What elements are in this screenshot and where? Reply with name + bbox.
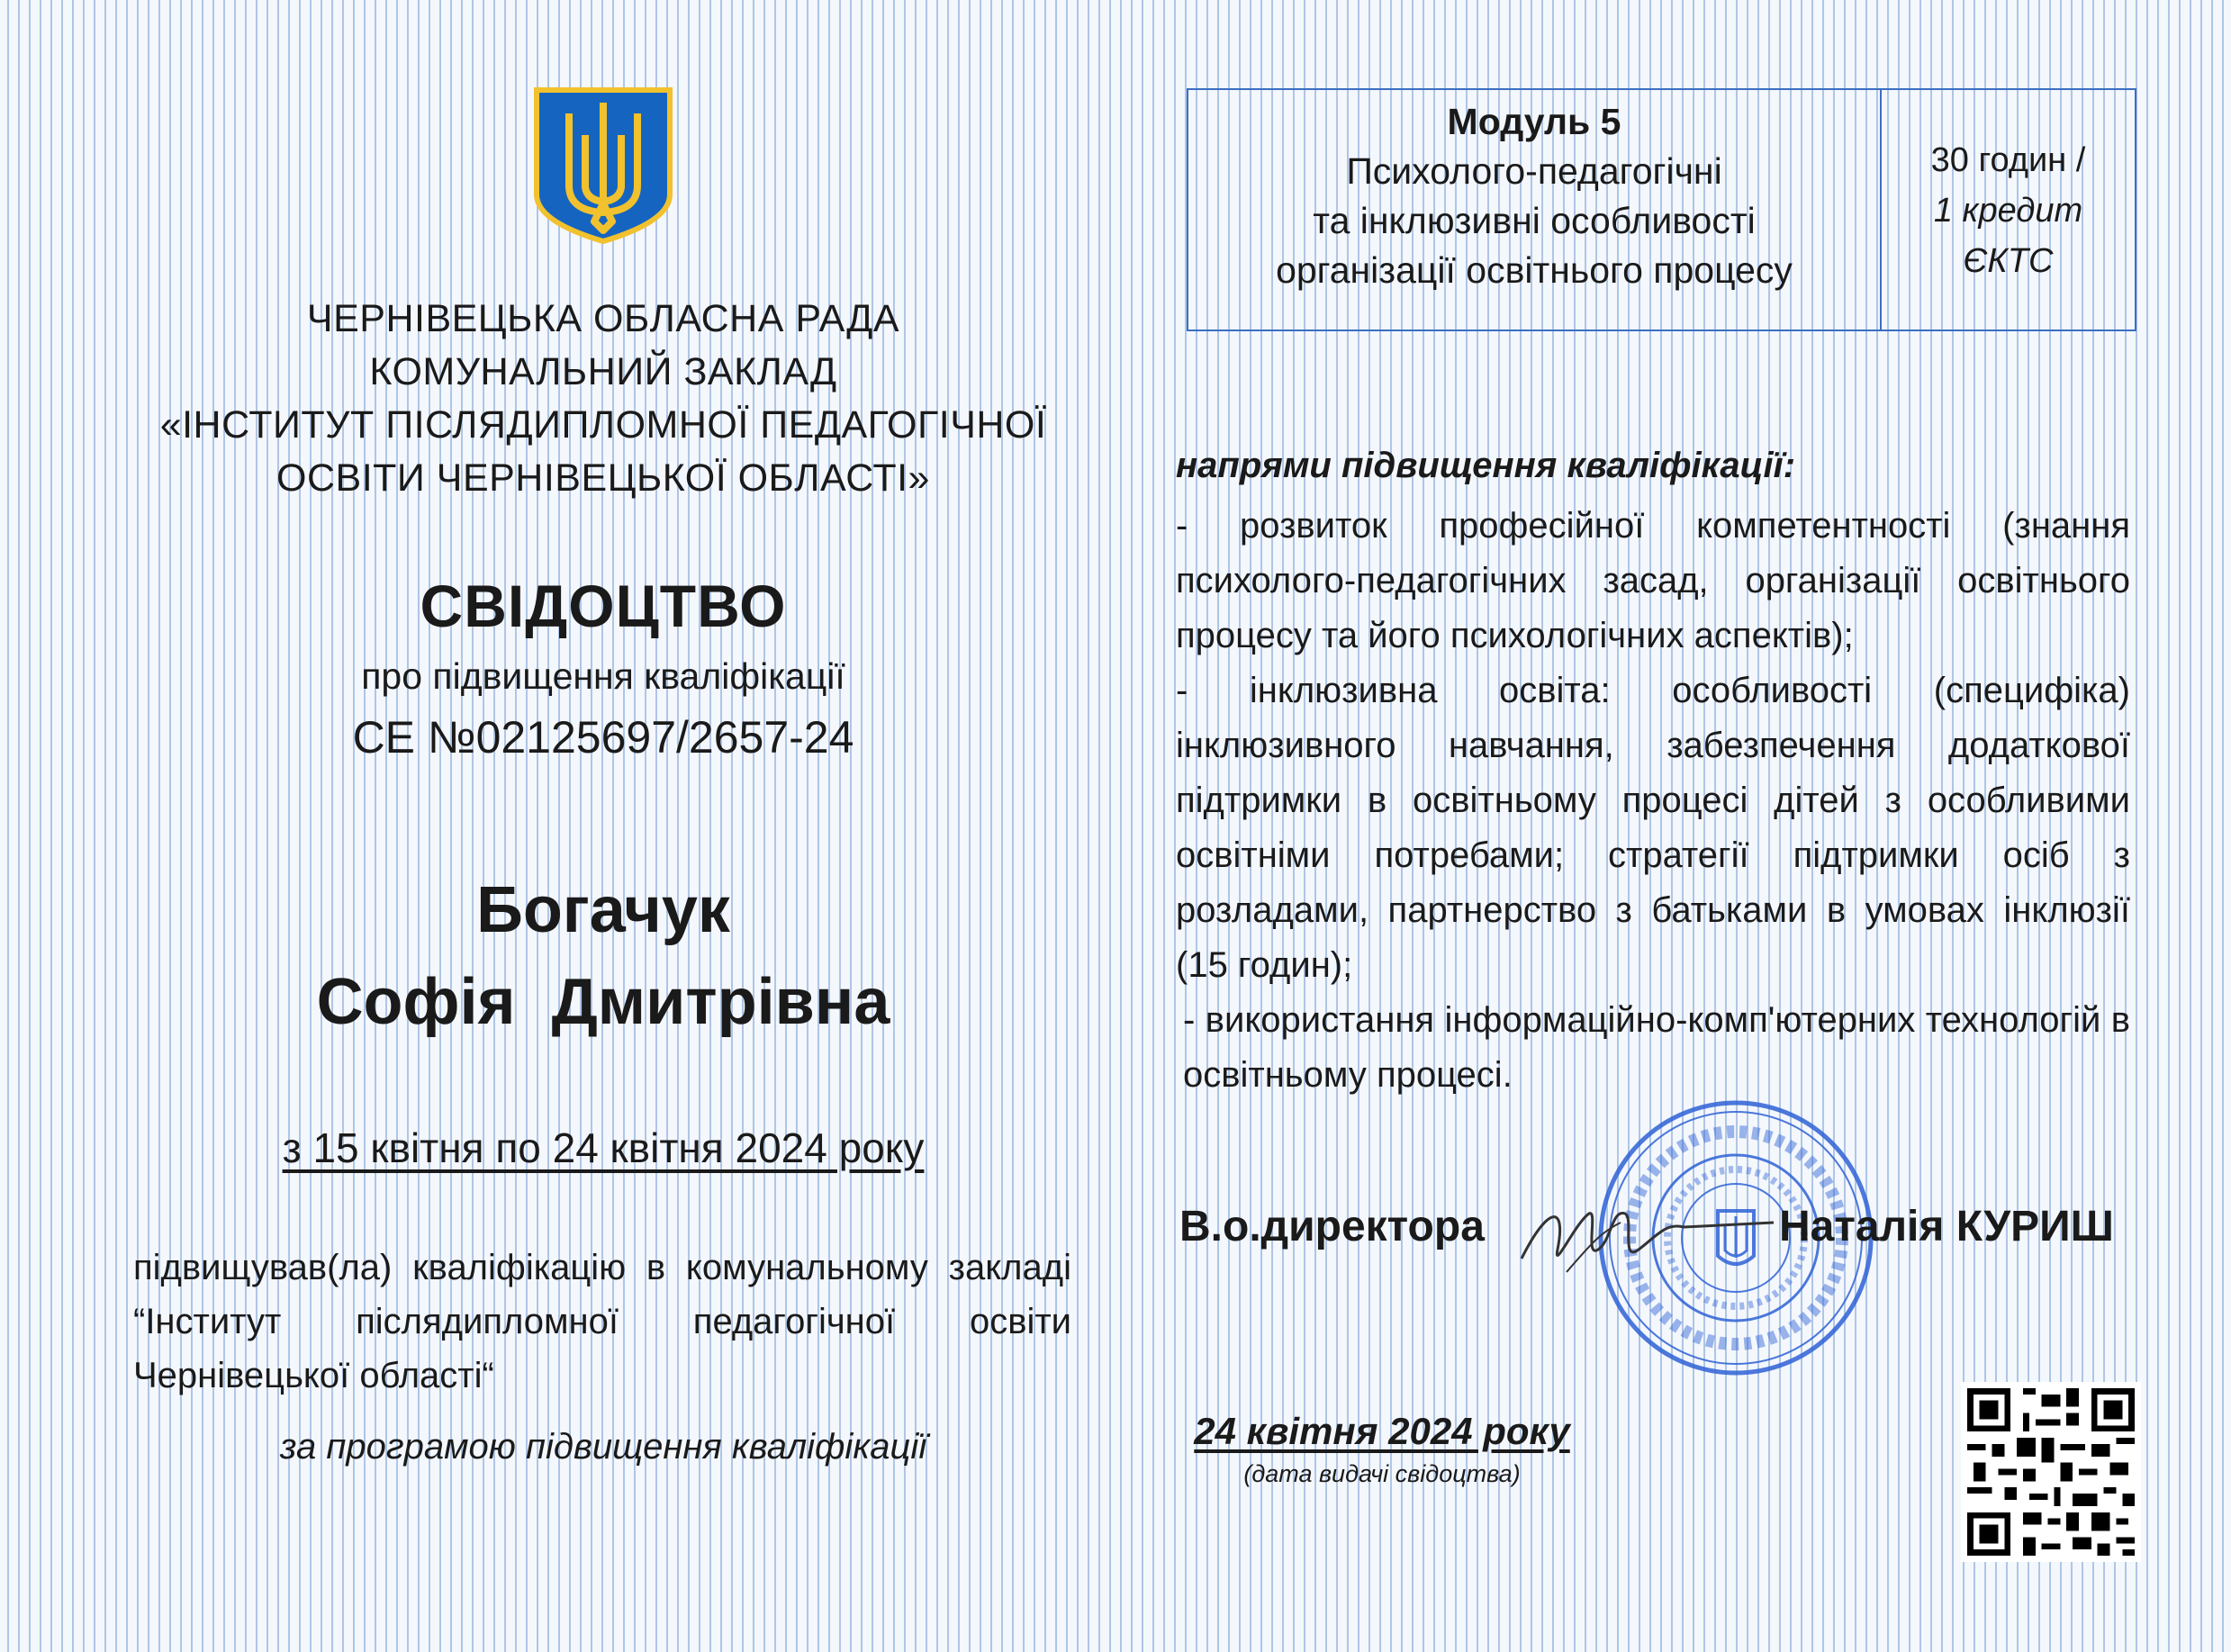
coat-of-arms-icon bbox=[533, 86, 673, 245]
certificate-number: СЕ №02125697/2657-24 bbox=[352, 712, 854, 763]
org-line: КОМУНАЛЬНИЙ ЗАКЛАД bbox=[369, 350, 837, 393]
org-line: ЧЕРНІВЕЦЬКА ОБЛАСНА РАДА bbox=[306, 297, 900, 340]
training-period: з 15 квітня по 24 квітня 2024 року bbox=[282, 1124, 925, 1171]
recipient-given-names: Софія Дмитрівна bbox=[316, 966, 890, 1038]
module-credit: 1 кредит bbox=[1933, 192, 2083, 230]
issue-date: 24 квітня 2024 року bbox=[1194, 1410, 1570, 1452]
module-description-cell bbox=[1188, 90, 1882, 329]
program-label: за програмою підвищення кваліфікації bbox=[279, 1427, 927, 1467]
module-table bbox=[1187, 88, 2136, 331]
org-line: «ІНСТИТУТ ПІСЛЯДИПЛОМНОЇ ПЕДАГОГІЧНОЇ bbox=[159, 403, 1047, 447]
direction-item: - використання інформаційно-комп'ютерних технологій в освітньому процесі. bbox=[1183, 1000, 2130, 1095]
directions-list bbox=[1176, 499, 2130, 1103]
org-line: ОСВІТИ ЧЕРНІВЕЦЬКОЇ ОБЛАСТІ» bbox=[276, 456, 930, 500]
director-role: В.о.директора bbox=[1179, 1203, 1485, 1250]
module-desc-line: та інклюзивні особливості bbox=[1313, 200, 1756, 241]
module-hours: 30 годин / bbox=[1930, 141, 2086, 179]
direction-item: - розвиток професійної компетентності (знання психолого-педагогічних засад, організації освітнього процесу та його психологічних аспектів); bbox=[1176, 506, 2130, 655]
organization-name bbox=[126, 293, 1080, 505]
certificate-subtitle: про підвищення кваліфікації bbox=[361, 655, 845, 697]
director-name: Наталія КУРИШ bbox=[1779, 1203, 2114, 1250]
signature-icon bbox=[1513, 1187, 1783, 1286]
module-hours-cell bbox=[1882, 90, 2135, 329]
recipient-surname: Богачук bbox=[476, 874, 730, 946]
module-ects: ЄКТС bbox=[1963, 242, 2054, 280]
certificate-body-text: підвищував(ла) кваліфікацію в комунальному закладі “Інститут післядипломної педагогічної освіти Чернівецької області“ bbox=[133, 1248, 1071, 1395]
certificate-title: СВІДОЦТВО bbox=[420, 573, 787, 639]
module-title: Модуль 5 bbox=[1447, 101, 1621, 142]
issue-date-caption: (дата видачі свідоцтва) bbox=[1243, 1460, 1521, 1487]
module-desc-line: Психолого-педагогічні bbox=[1346, 150, 1722, 192]
qr-code-icon bbox=[1961, 1382, 2141, 1562]
directions-heading: напрями підвищення кваліфікації: bbox=[1176, 446, 1796, 485]
direction-item: - інклюзивна освіта: особливості (специфіка) інклюзивного навчання, забезпечення додаткової підтримки в освітньому процесі дітей з особливими освітніми потребами; стратегії підтримки осіб з розладами, партнерство з батьками в умовах інклюзії (15 годин); bbox=[1176, 671, 2130, 985]
module-desc-line: організації освітнього процесу bbox=[1276, 249, 1793, 291]
